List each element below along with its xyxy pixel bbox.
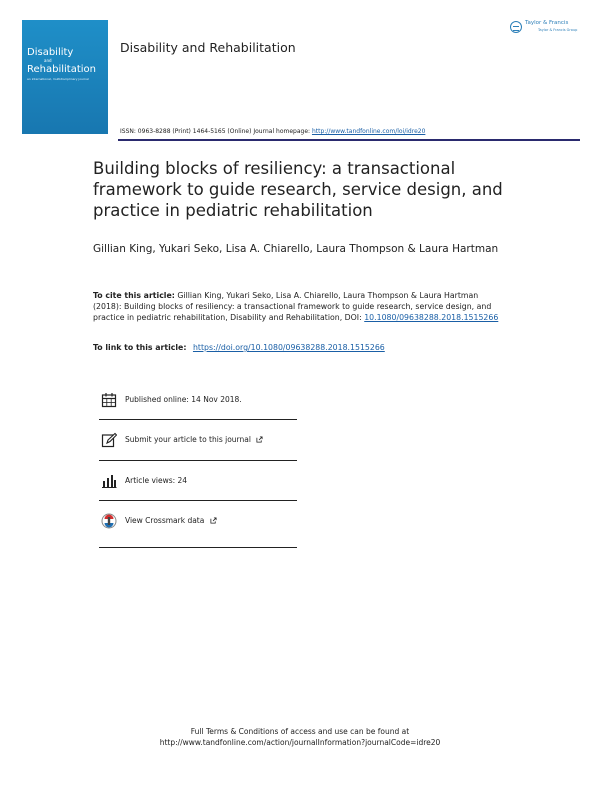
article-link-label: To link to this article:	[93, 343, 187, 352]
terms-footer-line1: Full Terms & Conditions of access and use can be found at	[190, 727, 410, 736]
published-online-label: Published online: 14 Nov 2018.	[125, 395, 242, 404]
publisher-logo	[510, 19, 584, 35]
cover-tagline: an international, multidisciplinary journal	[27, 77, 89, 81]
edit-icon	[101, 432, 117, 448]
header-divider	[118, 139, 580, 141]
crossmark-label: View Crossmark data	[125, 516, 205, 525]
publisher-name: Taylor & Francis	[525, 20, 569, 26]
issn-line	[120, 128, 425, 135]
bar-chart-icon	[101, 473, 117, 489]
crossmark-row[interactable]	[99, 511, 299, 533]
cover-title-and: and	[44, 58, 52, 63]
submit-article-link[interactable]	[125, 435, 263, 444]
terms-footer-url[interactable]: http://www.tandfonline.com/action/journalInformation?journalCode=idre20	[159, 738, 441, 747]
article-authors: Gillian King, Yukari Seko, Lisa A. Chiarello, Laura Thompson & Laura Hartman	[93, 243, 499, 255]
info-divider	[99, 460, 297, 461]
publisher-subname: Taylor & Francis Group	[538, 28, 578, 32]
article-doi-url[interactable]: https://doi.org/10.1080/09638288.2018.1515266	[192, 343, 385, 352]
external-link-icon	[210, 517, 217, 524]
published-online-row	[99, 390, 299, 412]
citation-block	[93, 290, 503, 323]
article-title: Building blocks of resiliency: a transactional framework to guide research, service design, and practice in pediatric rehabilitation	[93, 159, 503, 220]
external-link-icon	[256, 436, 263, 443]
article-views-label: Article views: 24	[125, 476, 188, 485]
submit-article-label: Submit your article to this journal	[125, 435, 251, 444]
citation-label: To cite this article:	[93, 291, 175, 300]
article-link-line	[93, 343, 385, 352]
journal-cover	[22, 20, 108, 134]
crossmark-link[interactable]	[125, 516, 217, 525]
citation-doi-link[interactable]: 10.1080/09638288.2018.1515266	[364, 313, 499, 322]
journal-title: Disability and Rehabilitation	[120, 40, 296, 55]
article-views-row	[99, 471, 299, 493]
cover-title-line2: Rehabilitation	[27, 64, 97, 75]
crossmark-icon	[101, 513, 117, 529]
globe-icon	[510, 21, 522, 33]
journal-homepage-link[interactable]: http://www.tandfonline.com/loi/idre20	[311, 128, 426, 135]
cover-title-line1: Disability	[27, 47, 74, 58]
info-divider	[99, 547, 297, 548]
info-divider	[99, 419, 297, 420]
calendar-icon	[101, 392, 117, 408]
info-divider	[99, 500, 297, 501]
citation-text: Gillian King, Yukari Seko, Lisa A. Chiarello, Laura Thompson & Laura Hartman (2018): Building blocks of resiliency: a transactional framework to guide research, service design, and practice in pediatric rehabilitation, Disability and Rehabilitation, DOI:	[93, 291, 492, 322]
issn-text: ISSN: 0963-8288 (Print) 1464-5165 (Online) Journal homepage:	[120, 128, 311, 135]
submit-article-row[interactable]	[99, 430, 299, 452]
terms-footer	[100, 726, 500, 748]
